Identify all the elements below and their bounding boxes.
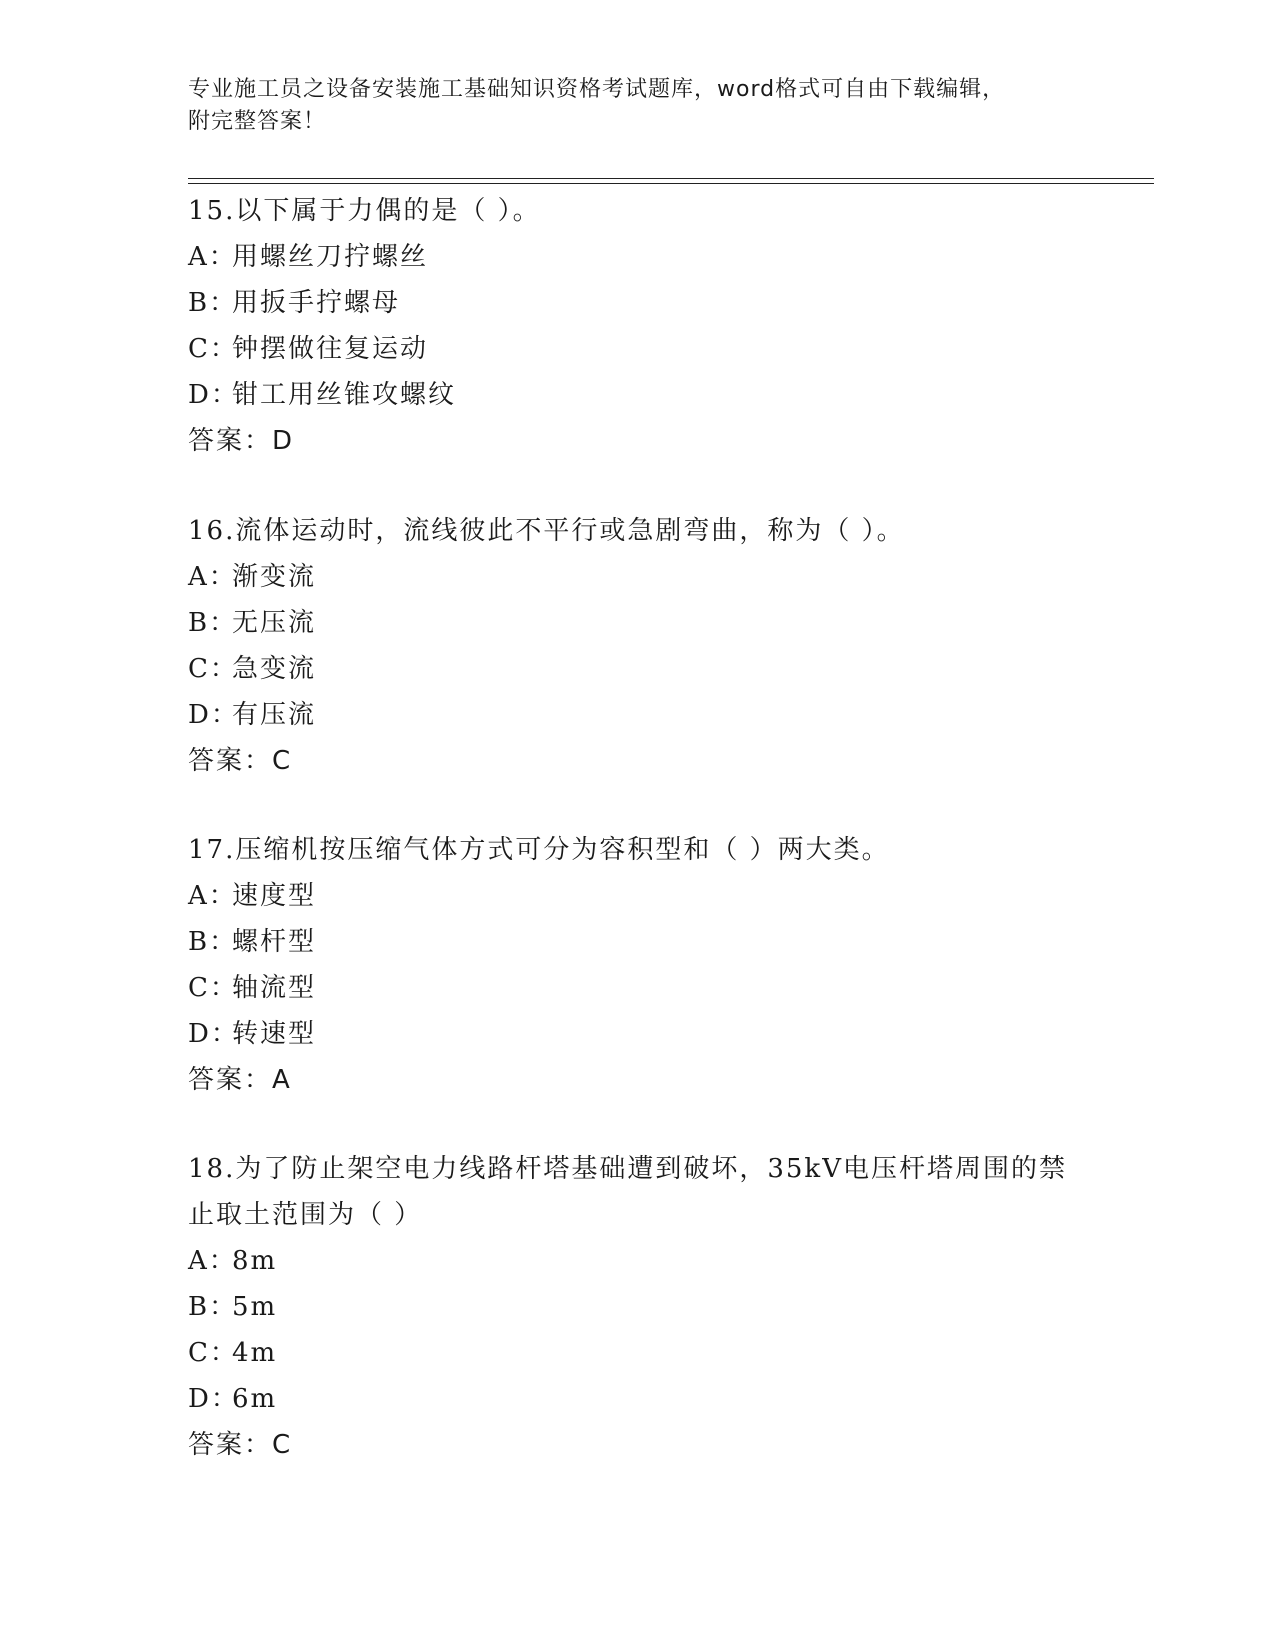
document-header	[188, 74, 1088, 138]
option-key: D：	[188, 1384, 239, 1414]
option-text: 转速型	[232, 1019, 317, 1049]
option-c	[188, 965, 1088, 1011]
option-b	[188, 1284, 1088, 1330]
option-key: D：	[188, 700, 239, 730]
option-c	[188, 326, 1088, 372]
option-b	[188, 600, 1088, 646]
option-text: 无压流	[232, 608, 317, 638]
option-a	[188, 1238, 1088, 1284]
option-key: C：	[188, 973, 238, 1003]
option-a	[188, 234, 1088, 280]
header-divider-bottom	[188, 183, 1154, 184]
option-text: 螺杆型	[232, 927, 317, 957]
question-16	[188, 508, 1088, 784]
question-15	[188, 188, 1088, 464]
option-key: A：	[188, 242, 237, 272]
option-text: 6m	[232, 1384, 278, 1414]
option-key: B：	[188, 1292, 238, 1322]
option-d	[188, 692, 1088, 738]
option-b	[188, 919, 1088, 965]
answer-line: 答案：A	[188, 1065, 292, 1095]
option-c	[188, 1330, 1088, 1376]
option-a	[188, 554, 1088, 600]
option-key: C：	[188, 334, 238, 364]
answer-line: 答案：C	[188, 1430, 293, 1460]
option-key: A：	[188, 1246, 237, 1276]
option-text: 5m	[232, 1292, 278, 1322]
option-d	[188, 1376, 1088, 1422]
option-text: 速度型	[232, 881, 317, 911]
option-key: B：	[188, 288, 238, 318]
option-text: 4m	[232, 1338, 278, 1368]
option-text: 轴流型	[232, 973, 317, 1003]
option-key: C：	[188, 654, 238, 684]
header-line-1: 专业施工员之设备安装施工基础知识资格考试题库，word格式可自由下载编辑，	[188, 77, 1006, 102]
option-key: A：	[188, 881, 237, 911]
question-stem: 17.压缩机按压缩气体方式可分为容积型和（ ）两大类。	[188, 835, 890, 865]
option-text: 钟摆做往复运动	[232, 334, 429, 364]
option-b	[188, 280, 1088, 326]
question-stem: 16.流体运动时，流线彼此不平行或急剧弯曲，称为（ ）。	[188, 516, 905, 546]
question-stem: 15.以下属于力偶的是（ ）。	[188, 196, 541, 226]
option-key: C：	[188, 1338, 238, 1368]
header-line-2: 附完整答案！	[188, 109, 327, 134]
option-text: 8m	[232, 1246, 278, 1276]
question-17	[188, 827, 1088, 1103]
option-text: 钳工用丝锥攻螺纹	[232, 380, 457, 410]
option-key: B：	[188, 608, 238, 638]
option-text: 急变流	[232, 654, 317, 684]
option-key: A：	[188, 562, 237, 592]
question-stem-line-2: 止取土范围为（ ）	[188, 1200, 423, 1230]
option-text: 用螺丝刀拧螺丝	[232, 242, 429, 272]
option-text: 渐变流	[232, 562, 317, 592]
option-key: B：	[188, 927, 238, 957]
option-a	[188, 873, 1088, 919]
answer-line: 答案：D	[188, 426, 295, 456]
header-divider-top	[188, 178, 1154, 179]
question-stem-line-1: 18.为了防止架空电力线路杆塔基础遭到破坏，35kV电压杆塔周围的禁	[188, 1154, 1067, 1184]
option-key: D：	[188, 380, 239, 410]
option-c	[188, 646, 1088, 692]
option-text: 有压流	[232, 700, 317, 730]
answer-line: 答案：C	[188, 746, 293, 776]
option-d	[188, 372, 1088, 418]
option-text: 用扳手拧螺母	[232, 288, 401, 318]
option-key: D：	[188, 1019, 239, 1049]
option-d	[188, 1011, 1088, 1057]
question-18	[188, 1146, 1088, 1468]
